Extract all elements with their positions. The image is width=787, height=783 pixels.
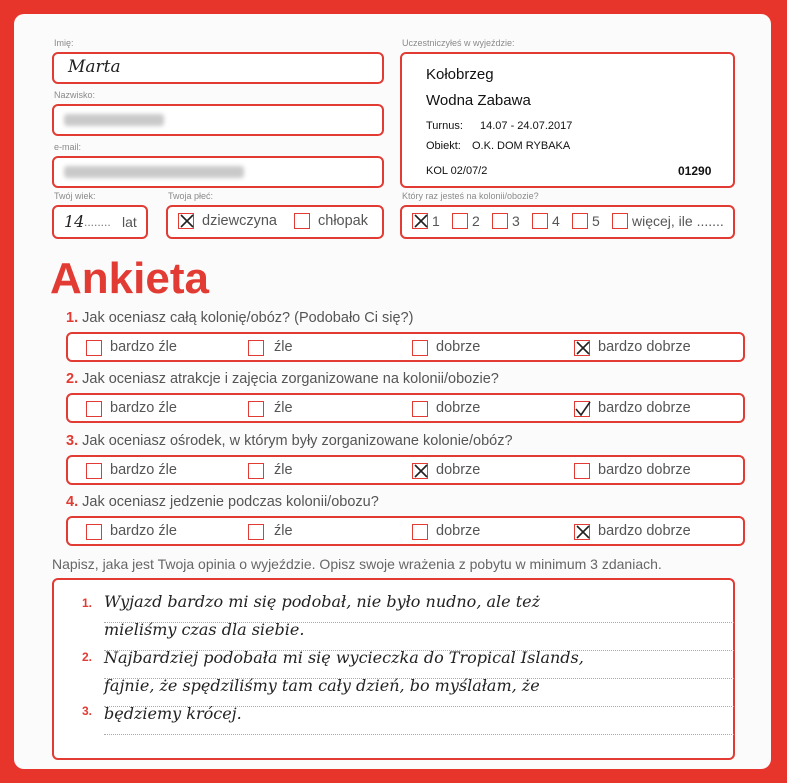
answer-4-checkbox-bardzo-zle[interactable] (86, 524, 102, 540)
answer-4-checkbox-dobrze[interactable] (412, 524, 428, 540)
wiek-unit: lat (122, 214, 137, 230)
answer-option: dobrze (436, 339, 481, 355)
ktory-option-4: 4 (552, 213, 560, 229)
wiek-label: Twój wiek: (54, 191, 96, 201)
answer-4-checkbox-zle[interactable] (248, 524, 264, 540)
imie-field[interactable] (52, 52, 384, 84)
answer-option: dobrze (436, 400, 481, 416)
answer-row-1 (66, 332, 745, 362)
email-label: e-mail: (54, 142, 82, 152)
question-1 (66, 310, 413, 326)
plec-checkbox-dziewczyna[interactable] (178, 213, 194, 229)
ktory-field (400, 205, 735, 239)
answer-option: bardzo dobrze (598, 339, 691, 355)
wiek-field[interactable] (52, 205, 148, 239)
answer-option: źle (274, 339, 293, 355)
plec-checkbox-chlopak[interactable] (294, 213, 310, 229)
nazwisko-field[interactable] (52, 104, 384, 136)
answer-2-checkbox-zle[interactable] (248, 401, 264, 417)
plec-option-dziewczyna: dziewczyna (202, 213, 277, 229)
uczestnik-label: Uczestniczyłeś w wyjeździe: (402, 38, 515, 48)
ktory-checkbox-4[interactable] (532, 213, 548, 229)
opinion-handwritten-line: Najbardziej podobała mi się wycieczka do Tropical Islands, (104, 648, 584, 667)
answer-option: bardzo źle (110, 400, 177, 416)
answer-option: źle (274, 523, 293, 539)
question-2 (66, 371, 499, 387)
ktory-checkbox-2[interactable] (452, 213, 468, 229)
opinion-handwritten-line: Wyjazd bardzo mi się podobał, nie było nudno, ale też (104, 592, 541, 611)
question-text: Jak oceniasz jedzenie podczas kolonii/obozu? (82, 494, 379, 510)
question-text: Jak oceniasz ośrodek, w którym były zorganizowane kolonie/obóz? (82, 433, 513, 449)
opinion-line-number: 1. (82, 596, 93, 610)
check-mark-icon (573, 338, 593, 358)
answer-1-checkbox-zle[interactable] (248, 340, 264, 356)
trip-number: 01290 (678, 164, 712, 178)
check-mark-icon (573, 522, 593, 542)
answer-option: bardzo dobrze (598, 462, 691, 478)
answer-3-checkbox-zle[interactable] (248, 463, 264, 479)
answer-3-checkbox-bardzo-zle[interactable] (86, 463, 102, 479)
answer-1-checkbox-bardzo-zle[interactable] (86, 340, 102, 356)
opinion-prompt: Napisz, jaka jest Twoja opinia o wyjeździe. Opisz swoje wrażenia z pobytu w minimum 3 zdaniach. (52, 556, 662, 572)
answer-1-checkbox-bardzo-dobrze[interactable] (574, 340, 590, 356)
answer-3-checkbox-dobrze[interactable] (412, 463, 428, 479)
question-number: 1. (66, 310, 79, 326)
survey-sheet (14, 14, 771, 769)
writing-line (104, 734, 734, 735)
answer-row-4 (66, 516, 745, 546)
ktory-option-2: 2 (472, 213, 480, 229)
turnus-value: 14.07 - 24.07.2017 (480, 120, 573, 132)
answer-option: źle (274, 462, 293, 478)
email-field[interactable] (52, 156, 384, 188)
obiekt-label: Obiekt: (426, 140, 461, 152)
nazwisko-label: Nazwisko: (54, 90, 96, 100)
answer-2-checkbox-dobrze[interactable] (412, 401, 428, 417)
ktory-option-5: 5 (592, 213, 600, 229)
answer-3-checkbox-bardzo-dobrze[interactable] (574, 463, 590, 479)
question-text: Jak oceniasz całą kolonię/obóz? (Podobało Ci się?) (82, 310, 414, 326)
plec-option-chlopak: chłopak (318, 213, 368, 229)
question-3 (66, 433, 513, 449)
ktory-option-wiecej: więcej, ile ....... (632, 213, 724, 229)
question-number: 2. (66, 371, 79, 387)
opinion-line-number: 2. (82, 650, 93, 664)
check-mark-icon (411, 461, 431, 481)
answer-option: bardzo dobrze (598, 400, 691, 416)
ktory-label: Który raz jesteś na kolonii/obozie? (402, 191, 539, 201)
answer-2-checkbox-bardzo-zle[interactable] (86, 401, 102, 417)
redacted-email (64, 166, 244, 178)
opinion-handwritten-line: będziemy krócej. (104, 704, 242, 723)
obiekt-value: O.K. DOM RYBAKA (472, 140, 571, 152)
question-4 (66, 494, 379, 510)
answer-2-checkbox-bardzo-dobrze[interactable] (574, 401, 590, 417)
opinion-line-number: 3. (82, 704, 93, 718)
ktory-checkbox-5[interactable] (572, 213, 588, 229)
opinion-handwritten-line: fajnie, że spędziliśmy tam cały dzień, bo myślałam, że (104, 676, 540, 695)
ktory-checkbox-wiecej[interactable] (612, 213, 628, 229)
trip-name: Wodna Zabawa (426, 92, 531, 109)
answer-option: bardzo źle (110, 339, 177, 355)
answer-option: bardzo dobrze (598, 523, 691, 539)
imie-value: Marta (68, 57, 121, 77)
answer-1-checkbox-dobrze[interactable] (412, 340, 428, 356)
ktory-option-3: 3 (512, 213, 520, 229)
answer-option: dobrze (436, 523, 481, 539)
wiek-dots: ........ (84, 215, 111, 229)
answer-row-2 (66, 393, 745, 423)
answer-row-3 (66, 455, 745, 485)
check-mark-icon (177, 211, 197, 231)
check-mark-icon (573, 399, 593, 419)
imie-label: Imię: (54, 38, 74, 48)
opinion-handwritten-line: mieliśmy czas dla siebie. (104, 620, 305, 639)
page-title: Ankieta (50, 254, 209, 303)
trip-code: KOL 02/07/2 (426, 165, 488, 177)
wiek-value: 14 (64, 212, 85, 231)
redacted-surname (64, 114, 164, 126)
ktory-option-1: 1 (432, 213, 440, 229)
answer-option: bardzo źle (110, 523, 177, 539)
answer-option: źle (274, 400, 293, 416)
question-number: 3. (66, 433, 79, 449)
answer-option: dobrze (436, 462, 481, 478)
check-mark-icon (411, 211, 431, 231)
question-text: Jak oceniasz atrakcje i zajęcia zorganizowane na kolonii/obozie? (82, 371, 499, 387)
ktory-checkbox-1[interactable] (412, 213, 428, 229)
trip-info-box (400, 52, 735, 188)
plec-label: Twoja płeć: (168, 191, 214, 201)
ktory-checkbox-3[interactable] (492, 213, 508, 229)
question-number: 4. (66, 494, 79, 510)
turnus-label: Turnus: (426, 120, 463, 132)
answer-4-checkbox-bardzo-dobrze[interactable] (574, 524, 590, 540)
trip-city: Kołobrzeg (426, 66, 494, 83)
plec-field (166, 205, 384, 239)
answer-option: bardzo źle (110, 462, 177, 478)
